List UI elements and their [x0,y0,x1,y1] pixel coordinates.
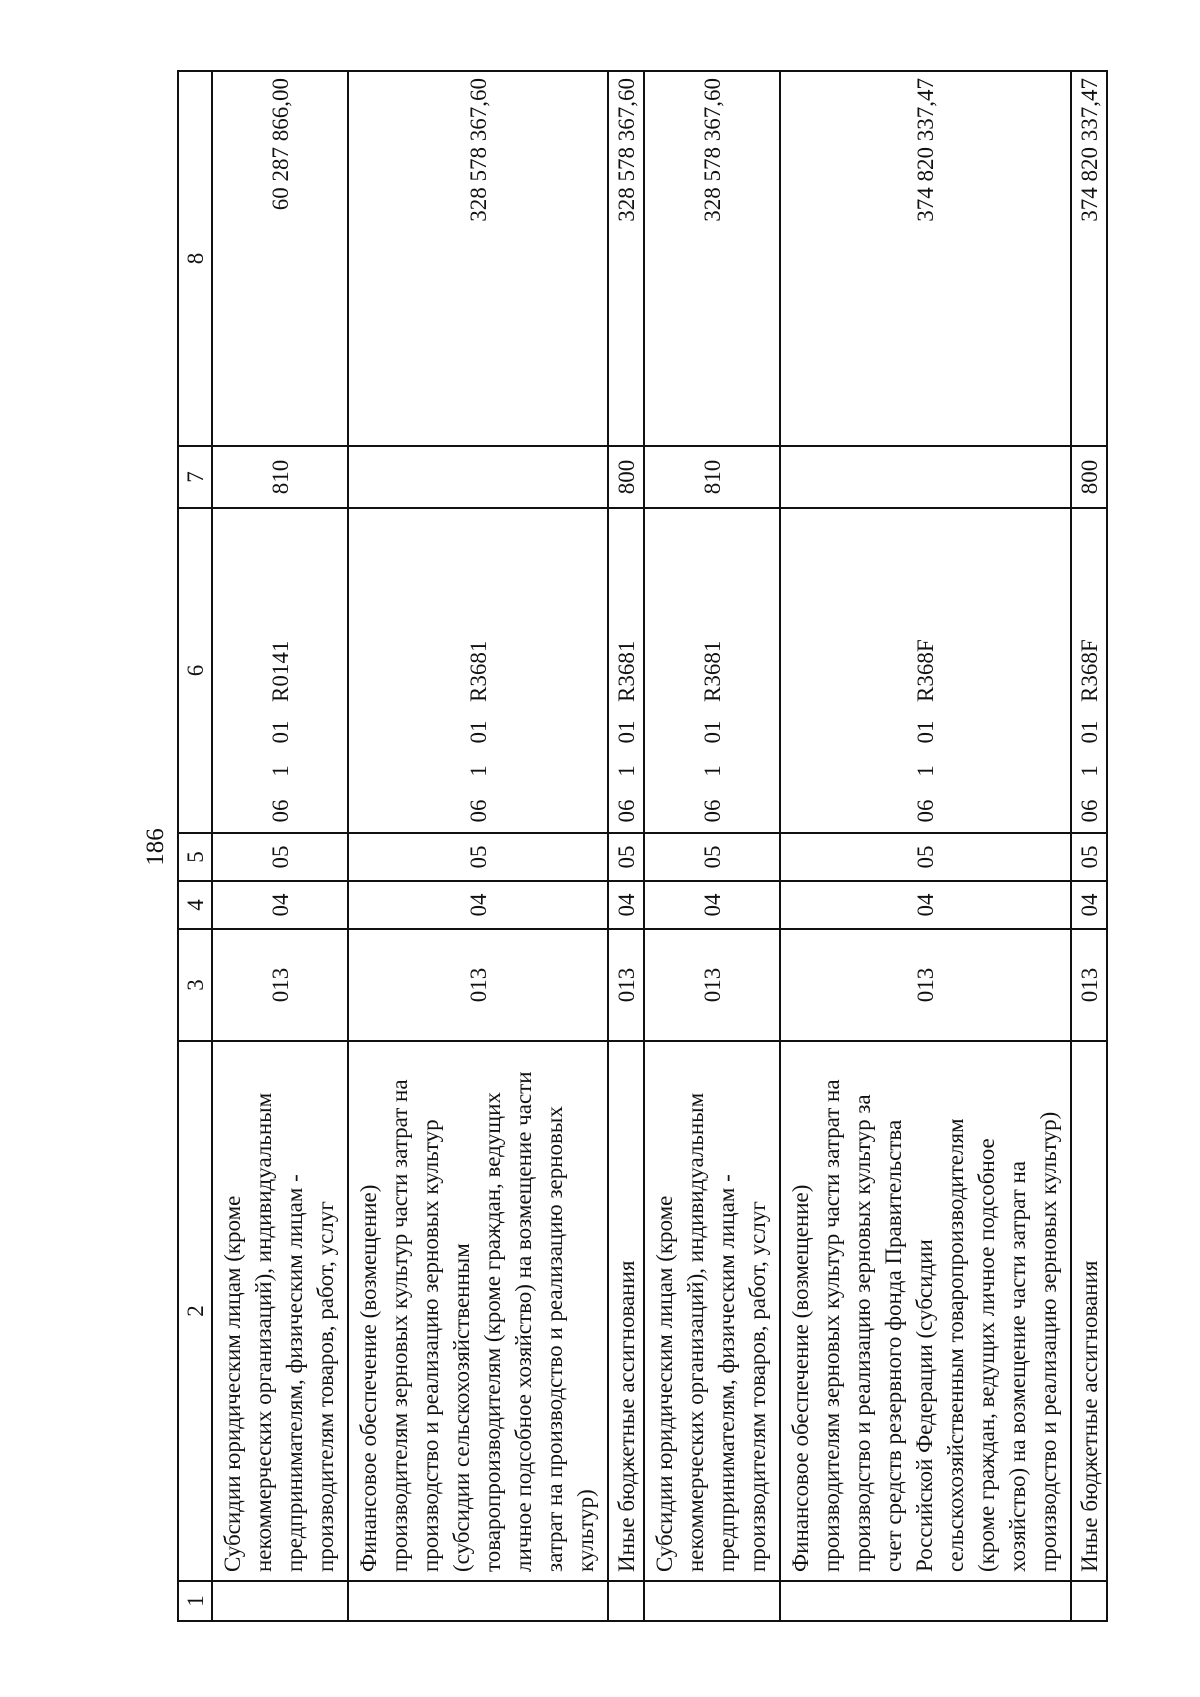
main-event-code: 01 [613,720,639,744]
program-code: 06 [699,799,725,823]
main-event-code: 01 [267,720,293,744]
section-code: 04 [644,881,780,929]
row-name: Финансовое обеспечение (возмещение) производителям зерновых культур части затрат на производство и реализацию зерновых культур (субсидии сельскохозяйственным товаропроизводителям (кроме граждан, ведущих личное подсобное хозяйство) на возмещение части затрат на производство и реализацию зерновых культур) [348,1041,608,1581]
direction-code: R3681 [699,640,725,702]
row-name: Финансовое обеспечение (возмещение) производителям зерновых культур части затрат на производство и реализацию зерновых культур за счет средств резервного фонда Правительства Российской Федерации (субсидии сельскохозяйственным товаропроизводителям (кроме граждан, ведущих личное подсобное хозяйство) на возмещение части затрат на производство и реализацию зерновых культур) [780,1041,1071,1581]
amount: 328 578 367,60 [608,71,644,446]
ministry-code: 013 [644,929,780,1041]
subsection-code: 05 [212,833,348,881]
table-row [1071,71,1107,1621]
expense-type-code: 800 [608,446,644,508]
subsection-code: 05 [780,833,1071,881]
direction-code: R3681 [613,640,639,702]
subprogram-code: 1 [1076,765,1102,777]
expense-type-code [780,446,1071,508]
row-number-cell [644,1581,780,1621]
main-event-code: 01 [465,720,491,744]
row-number-cell [212,1581,348,1621]
expense-type-code: 810 [212,446,348,508]
subsection-code: 05 [608,833,644,881]
ministry-code: 013 [212,929,348,1041]
row-name: Иные бюджетные ассигнования [608,1041,644,1581]
table-row [780,71,1071,1621]
column-header: 1 [178,1581,212,1621]
ministry-code: 013 [348,929,608,1041]
subprogram-code: 1 [913,765,938,777]
table-row [348,71,608,1621]
main-event-code: 01 [1076,720,1102,744]
amount: 60 287 866,00 [212,71,348,446]
row-number-cell [1071,1581,1107,1621]
section-code: 04 [1071,881,1107,929]
ministry-code: 013 [608,929,644,1041]
target-article-cell [644,508,780,833]
subprogram-code: 1 [267,765,293,777]
target-article-cell [608,508,644,833]
row-number-cell [780,1581,1071,1621]
expense-type-code [348,446,608,508]
main-event-code: 01 [699,720,725,744]
table-row [608,71,644,1621]
subprogram-code: 1 [613,765,639,777]
program-code: 06 [913,799,938,823]
ministry-code: 013 [1071,929,1107,1041]
direction-code: R3681 [465,640,491,702]
main-event-code: 01 [913,720,938,744]
subsection-code: 05 [348,833,608,881]
target-article-cell [780,508,1071,833]
program-code: 06 [267,799,293,823]
subsection-code: 05 [644,833,780,881]
target-article-cell [212,508,348,833]
subprogram-code: 1 [465,765,491,777]
target-article-cell [348,508,608,833]
target-article-cell [1071,508,1107,833]
program-code: 06 [613,799,639,823]
column-number-row [178,71,212,1621]
column-header: 2 [178,1041,212,1581]
section-code: 04 [608,881,644,929]
budget-table [177,70,1108,1622]
table-row [212,71,348,1621]
section-code: 04 [780,881,1071,929]
direction-code: R368F [1076,639,1102,702]
expense-type-code: 810 [644,446,780,508]
column-header: 7 [178,446,212,508]
rotated-page [133,72,1102,1622]
row-number-cell [348,1581,608,1621]
expense-type-code: 800 [1071,446,1107,508]
row-name: Субсидии юридическим лицам (кроме некоммерческих организаций), индивидуальным предпринимателям, физическим лицам - производителям товаров, работ, услуг [212,1041,348,1581]
column-header: 8 [178,71,212,446]
column-header: 6 [178,508,212,833]
row-name: Иные бюджетные ассигнования [1071,1041,1107,1581]
amount: 328 578 367,60 [348,71,608,446]
row-number-cell [608,1581,644,1621]
column-header: 5 [178,833,212,881]
program-code: 06 [1076,799,1102,823]
direction-code: R368F [913,639,938,702]
row-name: Субсидии юридическим лицам (кроме некоммерческих организаций), индивидуальным предпринимателям, физическим лицам - производителям товаров, работ, услуг [644,1041,780,1581]
amount: 328 578 367,60 [644,71,780,446]
column-header: 4 [178,881,212,929]
program-code: 06 [465,799,491,823]
section-code: 04 [348,881,608,929]
subprogram-code: 1 [699,765,725,777]
column-header: 3 [178,929,212,1041]
page-number: 186 [142,828,169,866]
amount: 374 820 337,47 [780,71,1071,446]
table-row [644,71,780,1621]
subsection-code: 05 [1071,833,1107,881]
amount: 374 820 337,47 [1071,71,1107,446]
ministry-code: 013 [780,929,1071,1041]
direction-code: R0141 [267,640,293,702]
section-code: 04 [212,881,348,929]
